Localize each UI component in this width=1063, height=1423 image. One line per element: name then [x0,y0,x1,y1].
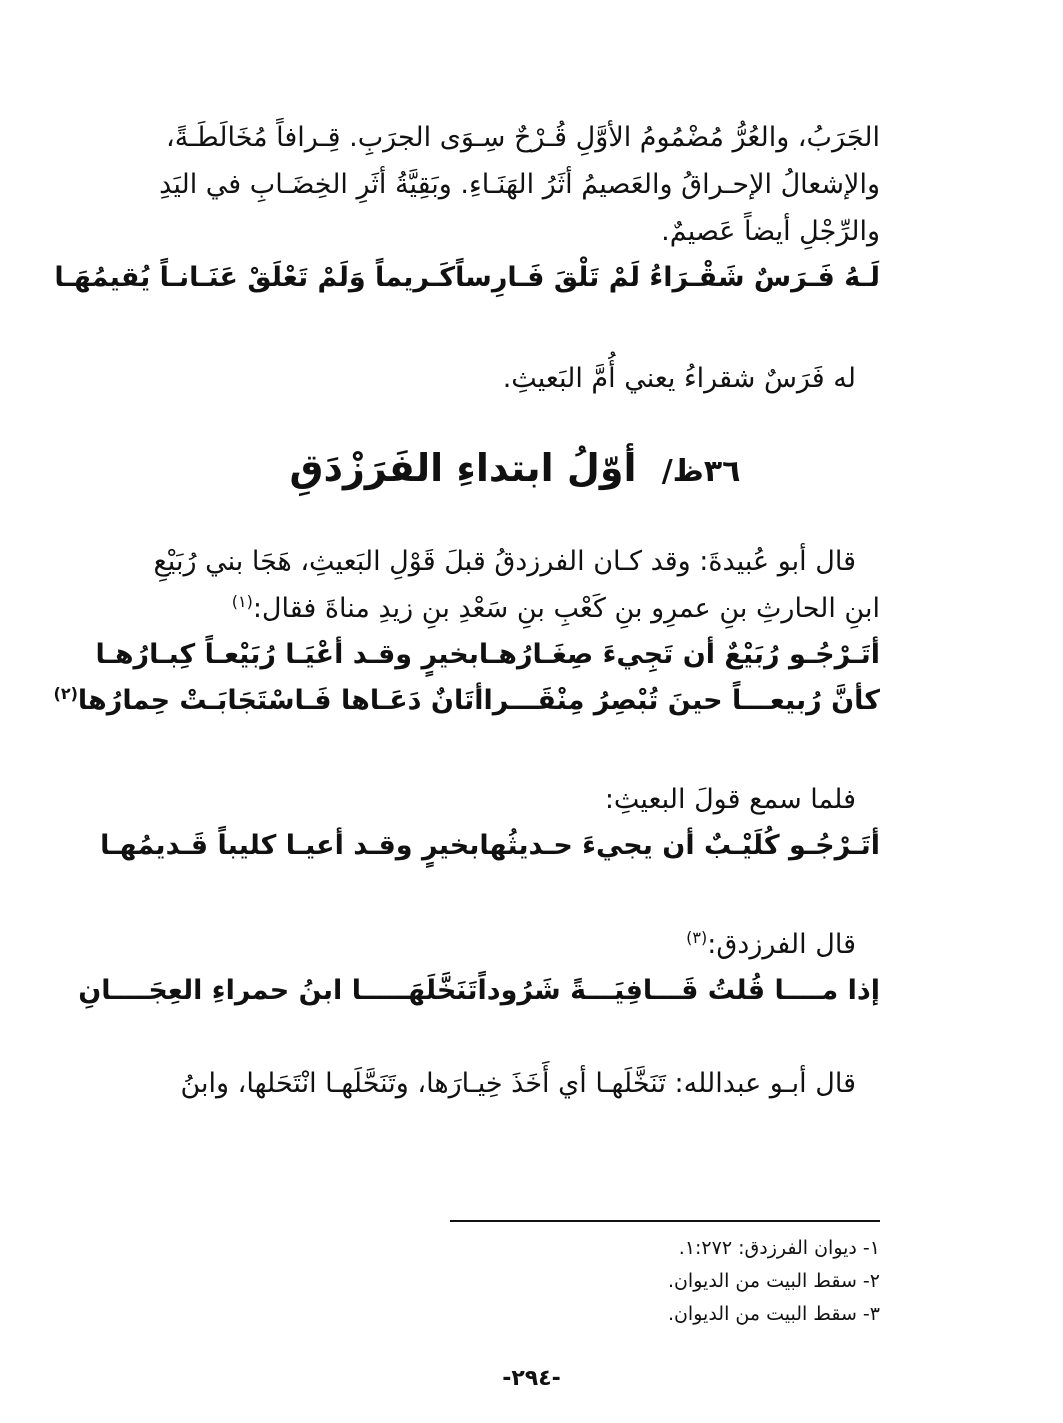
verse-first-hemistich: كأنَّ رُبيعـــاً حينَ تُبْصِرُ مِنْقَـــرا [483,685,880,716]
paragraph-narration [150,776,880,823]
text-line: ابنِ الحارثِ بنِ عمرِو بنِ كَعْبِ بنِ سَعْدِ بنِ زيدِ مناةَ فقال: [252,593,880,624]
footnote-reference: (٣) [686,928,708,947]
footnote-reference: (٢) [53,684,78,703]
text-line: قال أبو عُبيدةَ: وقد كـان الفرزدقُ قبلَ قَوْلِ البَعيثِ، هَجَا بني رُبَيْعِ [153,546,856,577]
text-line: والرِّجْلِ أيضاً عَصيمٌ. [661,216,880,247]
paragraph-commentary [150,1060,880,1107]
verse-first-hemistich: إذا مــــا قُلتُ قَـــافِيَـــةً شَرُوداً [477,975,880,1006]
footnote: ٢- سقط البيت من الديوان. [667,1270,880,1292]
text-line: فلما سمع قولَ البعيثِ: [604,784,856,815]
verse-line [100,823,880,869]
verse-line [78,968,880,1014]
verse-second-hemistich: تَنَخَّلَهَـــــا ابنُ حمراءِ العِجَــــانِ [78,975,478,1006]
footnote-separator [450,1220,880,1222]
paragraph-narration [150,538,880,632]
verse-first-hemistich: أتَـرْجُـو رُبَيْعٌ أن تَجِيءَ صِغَـارُهـا [478,639,880,670]
verse-first-hemistich: لَـهُ فَـرَسٌ شَقْـرَاءُ لَمْ تَلْقَ فَـارِساً [455,262,880,293]
footnote: ١- ديوان الفرزدق: ١:٢٧٢. [678,1237,880,1259]
paragraph-lexical-notes [150,114,880,255]
paragraph-narration [150,921,880,968]
text-line: قال الفرزدق: [707,929,856,960]
text-line: قال أبـو عبدالله: تَنَخَّلَهـا أي أَخَذَ خِيـارَها، وتَنَحَّلَهـا انْتَحَلها، وابنُ [180,1068,856,1099]
verse-second-hemistich: بخيرٍ وقـد أعيـا كليباً قَـديمُهـا [100,830,480,861]
page-number: -٢٩٤- [502,1366,561,1391]
footnote: ٣- سقط البيت من الديوان. [667,1303,880,1325]
footnotes [450,1232,880,1331]
page-body [53,110,880,1107]
folio-reference: ٣٦ظ/ [661,454,741,489]
text-line: والإشعالُ الإحـراقُ والعَصيمُ أثَرُ الهَنَـاءِ. وبَقِيَّةُ أثَرِ الخِضَـابِ في اليَدِ [159,169,880,200]
heading-title: أوّلُ ابتداءِ الفَرَزْدَقِ [289,446,637,490]
verse-second-hemistich [54,678,484,724]
footnote-reference: (١) [231,592,253,611]
note-text: له فَرَسٌ شقراءُ يعني أُمَّ البَعيثِ. [502,363,856,394]
verse-first-hemistich: أتَـرْجُـو كُلَيْـبٌ أن يجيءَ حـديثُها [479,830,880,861]
verse-line [95,632,880,678]
section-heading [150,438,880,502]
verse-second-hemistich: بخيرٍ وقـد أعْيَـا رُبَيْعـاً كِبـارُهـا [95,639,479,670]
verse-line [54,255,880,301]
paragraph-note [150,355,880,402]
hemistich-text: أتَانٌ دَعَـاها فَـاسْتَجَابَـتْ حِمارُها [77,685,484,716]
text-line: الجَرَبُ، والعُرُّ مُضْمُومُ الأوَّلِ قُـرْحٌ سِـوَى الجرَبِ. قِـرافاً مُخَالَطَـةً، [166,122,880,153]
verse-second-hemistich: كَـريماً وَلَمْ تَعْلَقْ عَنَـانـاً يُقيمُهَـا [54,262,456,293]
verse-line [53,678,880,724]
